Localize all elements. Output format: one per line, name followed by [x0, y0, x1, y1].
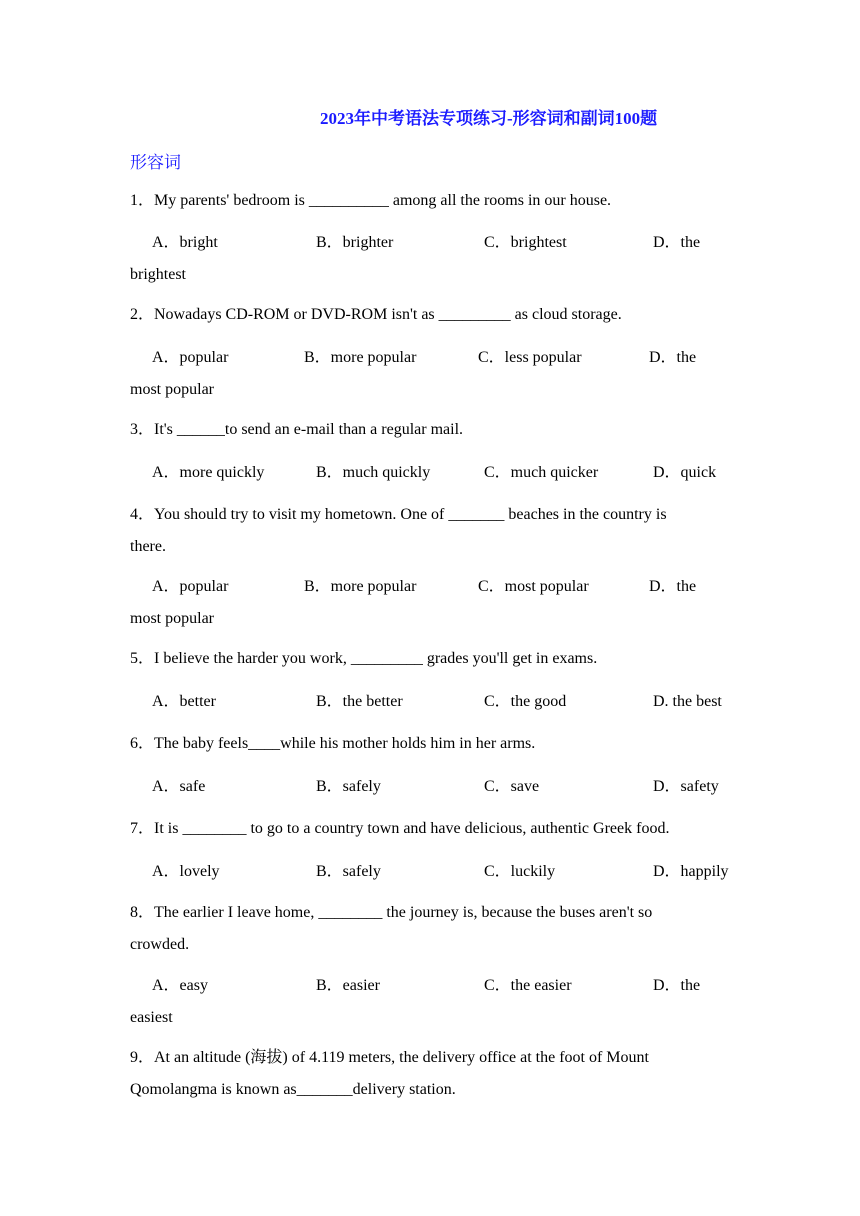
question-6-option-d[interactable]: D．safety: [653, 778, 719, 795]
question-5-option-d[interactable]: D. the best: [653, 693, 722, 710]
question-2-stem: 2．Nowadays CD-ROM or DVD-ROM isn't as _________ as cloud storage.: [130, 306, 622, 323]
section-heading: 形容词: [130, 153, 181, 172]
question-9-stem-line-1: 9．At an altitude (海拔) of 4.119 meters, the delivery office at the foot of Mount: [130, 1049, 649, 1066]
question-3-stem: 3．It's ______to send an e-mail than a regular mail.: [130, 421, 464, 438]
question-4-option-a[interactable]: A．popular: [152, 578, 229, 595]
question-2-options: [130, 342, 750, 406]
question-4-stem-line-1: 4．You should try to visit my hometown. One of _______ beaches in the country is: [130, 506, 667, 523]
question-4-options: [130, 571, 750, 635]
question-1-option-d[interactable]: D．the: [653, 234, 701, 251]
question-1-option-b[interactable]: B．brighter: [316, 234, 394, 251]
question-2-option-b[interactable]: B．more popular: [304, 349, 417, 366]
question-8-option-b[interactable]: B．easier: [316, 977, 380, 994]
question-4-stem: [130, 499, 730, 563]
question-1-stem: 1．My parents' bedroom is __________ among all the rooms in our house.: [130, 192, 612, 209]
document-title: 2023年中考语法专项练习-形容词和副词100题: [320, 109, 658, 128]
question-8-option-c[interactable]: C．the easier: [484, 977, 572, 994]
question-1-option-a[interactable]: A．bright: [152, 234, 218, 251]
question-8-stem-line-1: 8．The earlier I leave home, ________ the journey is, because the buses aren't so: [130, 904, 653, 921]
question-8-option-a[interactable]: A．easy: [152, 977, 208, 994]
question-2-option-d[interactable]: D．the: [649, 349, 697, 366]
question-5-option-b[interactable]: B．the better: [316, 693, 403, 710]
question-1-option-c[interactable]: C．brightest: [484, 234, 567, 251]
question-4-option-b[interactable]: B．more popular: [304, 578, 417, 595]
question-9-stem-line-2: Qomolangma is known as_______delivery station.: [130, 1081, 456, 1098]
question-8-option-d[interactable]: D．the: [653, 977, 701, 994]
question-8-stem-line-2: crowded.: [130, 936, 190, 953]
question-7-option-a[interactable]: A．lovely: [152, 863, 220, 880]
question-2-option-a[interactable]: A．popular: [152, 349, 229, 366]
question-3-option-d[interactable]: D．quick: [653, 464, 717, 481]
question-8-options: [130, 970, 750, 1034]
question-4-option-d-continued: most popular: [130, 610, 214, 627]
question-7-option-c[interactable]: C．luckily: [484, 863, 556, 880]
question-6-options: [130, 771, 750, 803]
question-7-stem: 7．It is ________ to go to a country town and have delicious, authentic Greek food.: [130, 820, 670, 837]
question-3-option-c[interactable]: C．much quicker: [484, 464, 599, 481]
question-3-option-a[interactable]: A．more quickly: [152, 464, 265, 481]
question-5-options: [130, 686, 750, 718]
question-4-option-c[interactable]: C．most popular: [478, 578, 589, 595]
question-7-option-d[interactable]: D．happily: [653, 863, 729, 880]
question-7-options: [130, 856, 750, 888]
question-6-option-c[interactable]: C．save: [484, 778, 540, 795]
question-2-option-d-continued: most popular: [130, 381, 214, 398]
question-8-option-d-continued: easiest: [130, 1009, 173, 1026]
question-5-stem: 5．I believe the harder you work, _________ grades you'll get in exams.: [130, 650, 598, 667]
question-1-options: [130, 227, 750, 291]
question-5-option-a[interactable]: A．better: [152, 693, 216, 710]
question-4-option-d[interactable]: D．the: [649, 578, 697, 595]
question-9-stem: [130, 1042, 730, 1106]
question-4-stem-line-2: there.: [130, 538, 166, 555]
question-8-stem: [130, 897, 730, 961]
question-5-option-c[interactable]: C．the good: [484, 693, 567, 710]
question-3-options: [130, 457, 750, 489]
question-7-option-b[interactable]: B．safely: [316, 863, 381, 880]
question-1-option-d-continued: brightest: [130, 266, 186, 283]
question-6-stem: 6．The baby feels____while his mother holds him in her arms.: [130, 735, 536, 752]
question-3-option-b[interactable]: B．much quickly: [316, 464, 431, 481]
question-2-option-c[interactable]: C．less popular: [478, 349, 582, 366]
question-6-option-a[interactable]: A．safe: [152, 778, 206, 795]
question-6-option-b[interactable]: B．safely: [316, 778, 381, 795]
